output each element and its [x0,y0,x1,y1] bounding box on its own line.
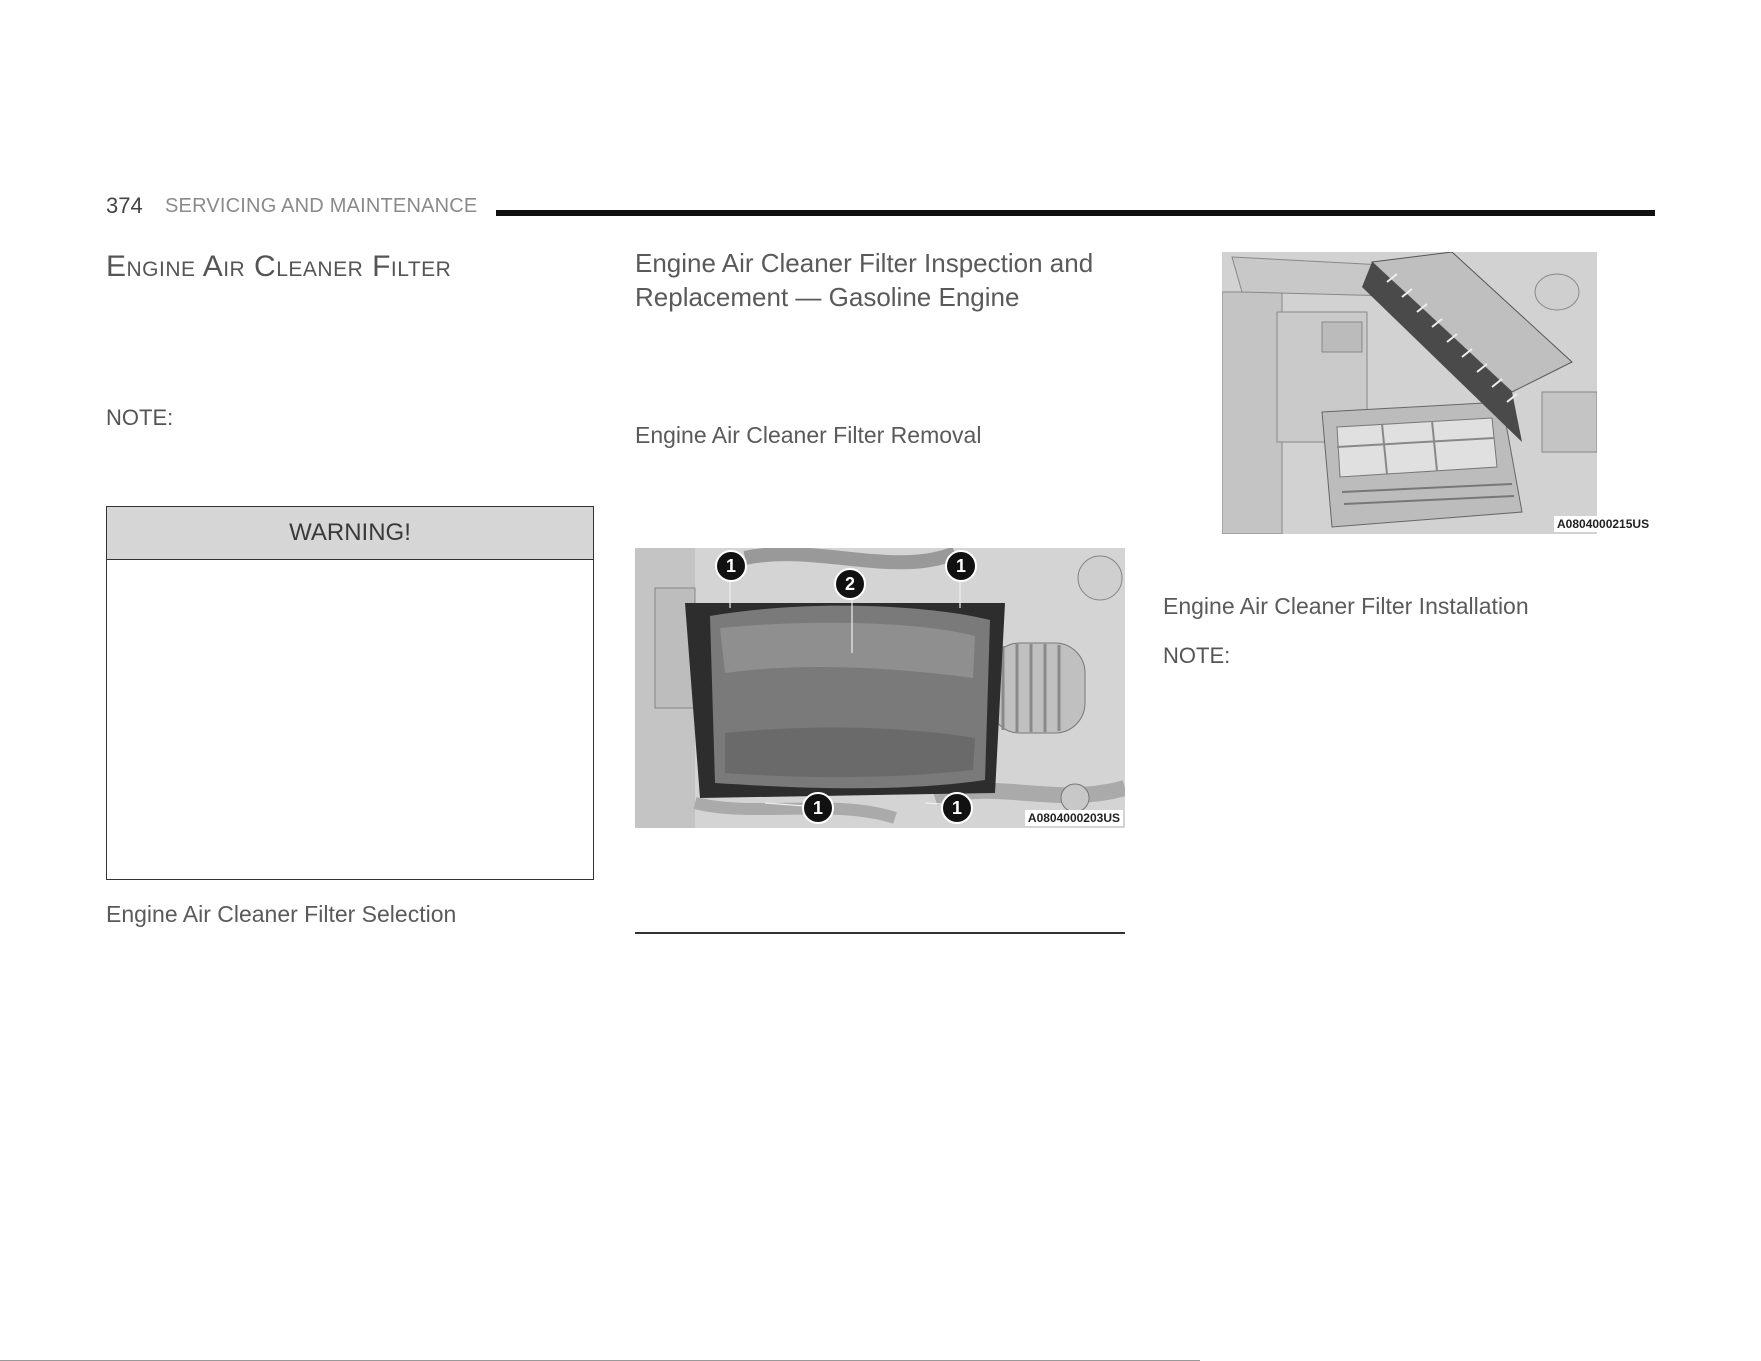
note-label: NOTE: [106,405,174,430]
air-cleaner-housing-figure [635,548,1125,828]
page-number: 374 [106,193,143,218]
section-title: Engine Air Cleaner Filter [106,250,452,283]
installation-heading: Engine Air Cleaner Filter Installation [1163,593,1529,619]
column-rule [635,932,1125,934]
inspection-heading-line2: Replacement — Gasoline Engine [635,282,1020,312]
section-header: SERVICING AND MAINTENANCE [165,195,478,217]
callout-2-housing: 2 [834,568,866,600]
filter-removal-figure [1222,252,1597,534]
inspection-heading [635,246,1093,314]
callout-1-bottom-left: 1 [802,792,834,824]
engine-bay-illustration [635,548,1125,828]
note-label: NOTE: [1163,643,1231,668]
removal-heading: Engine Air Cleaner Filter Removal [635,422,982,448]
warning-title: WARNING! [107,507,593,560]
figure-code: A0804000215US [1554,516,1652,532]
warning-box [106,506,594,880]
callout-1-top-right: 1 [945,550,977,582]
selection-heading: Engine Air Cleaner Filter Selection [106,901,457,927]
filter-cover-illustration [1222,252,1597,534]
inspection-heading-line1: Engine Air Cleaner Filter Inspection and [635,248,1094,278]
header-rule [496,210,1655,216]
callout-1-bottom-right: 1 [941,792,973,824]
figure-code: A0804000203US [1025,810,1123,826]
callout-1-top-left: 1 [715,550,747,582]
